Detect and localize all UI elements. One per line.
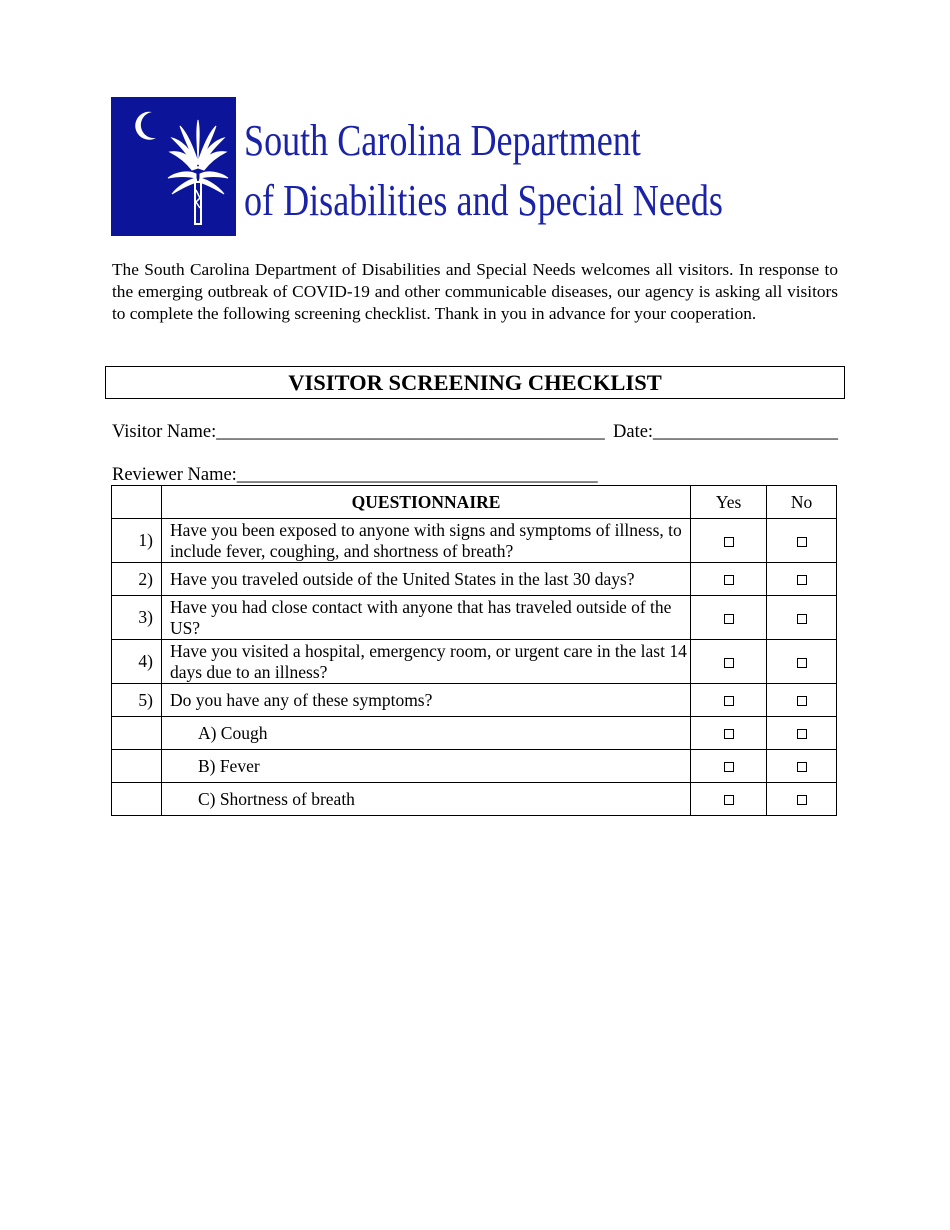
yes-checkbox[interactable] <box>724 696 734 706</box>
date-field[interactable]: Date:____________________ <box>613 422 839 442</box>
no-cell <box>767 684 837 717</box>
yes-cell <box>691 684 767 717</box>
question-number: 2) <box>112 563 162 596</box>
question-number: 3) <box>112 596 162 640</box>
table-row <box>112 684 837 717</box>
no-checkbox[interactable] <box>797 762 807 772</box>
table-header-row <box>112 486 837 519</box>
yes-checkbox[interactable] <box>724 614 734 624</box>
page-title: VISITOR SCREENING CHECKLIST <box>105 366 845 399</box>
yes-checkbox[interactable] <box>724 658 734 668</box>
no-cell <box>767 750 837 783</box>
header-number <box>112 486 162 519</box>
yes-checkbox[interactable] <box>724 762 734 772</box>
question-number: 4) <box>112 640 162 684</box>
no-cell <box>767 519 837 563</box>
question-text: Have you traveled outside of the United States in the last 30 days? <box>161 563 690 596</box>
yes-cell <box>691 750 767 783</box>
yes-checkbox[interactable] <box>724 575 734 585</box>
no-cell <box>767 640 837 684</box>
question-number: 5) <box>112 684 162 717</box>
questionnaire-table <box>111 485 837 816</box>
question-number <box>112 750 162 783</box>
no-checkbox[interactable] <box>797 729 807 739</box>
no-checkbox[interactable] <box>797 696 807 706</box>
no-checkbox[interactable] <box>797 658 807 668</box>
intro-paragraph: The South Carolina Department of Disabilities and Special Needs welcomes all visitors. In response to the emerging outbreak of COVID-19 and other communicable diseases, our agency is asking all visitors to complete the following screening checklist. Thank in you in advance for your cooperation. <box>112 260 838 323</box>
yes-cell <box>691 783 767 816</box>
question-text: Have you visited a hospital, emergency room, or urgent care in the last 14 days due to an illness? <box>161 640 690 684</box>
question-number <box>112 783 162 816</box>
no-cell <box>767 563 837 596</box>
table-row <box>112 519 837 563</box>
crescent-moon-icon <box>135 112 156 140</box>
visitor-name-field[interactable]: Visitor Name:__________________________________________ <box>112 422 605 442</box>
no-cell <box>767 783 837 816</box>
org-name-line-1: South Carolina Department <box>244 116 641 165</box>
org-name-line-2: of Disabilities and Special Needs <box>244 176 723 225</box>
header-no: No <box>767 486 837 519</box>
yes-checkbox[interactable] <box>724 537 734 547</box>
table-row <box>112 640 837 684</box>
table-row <box>112 717 837 750</box>
no-checkbox[interactable] <box>797 614 807 624</box>
symptom-text: B) Fever <box>161 750 690 783</box>
table-row <box>112 563 837 596</box>
no-cell <box>767 596 837 640</box>
yes-cell <box>691 563 767 596</box>
symptom-text: A) Cough <box>161 717 690 750</box>
reviewer-name-field[interactable]: Reviewer Name:_______________________________________ <box>112 465 598 485</box>
yes-checkbox[interactable] <box>724 729 734 739</box>
question-number <box>112 717 162 750</box>
header-questionnaire: QUESTIONNAIRE <box>161 486 690 519</box>
no-cell <box>767 717 837 750</box>
table-row <box>112 750 837 783</box>
symptom-text: C) Shortness of breath <box>161 783 690 816</box>
palmetto-tree-icon <box>112 98 237 237</box>
question-text: Have you had close contact with anyone that has traveled outside of the US? <box>161 596 690 640</box>
yes-cell <box>691 640 767 684</box>
table-row <box>112 596 837 640</box>
yes-cell <box>691 596 767 640</box>
yes-cell <box>691 519 767 563</box>
yes-checkbox[interactable] <box>724 795 734 805</box>
yes-cell <box>691 717 767 750</box>
no-checkbox[interactable] <box>797 795 807 805</box>
question-text: Have you been exposed to anyone with signs and symptoms of illness, to include fever, coughing, and shortness of breath? <box>161 519 690 563</box>
sc-palmetto-moon-logo <box>111 97 236 236</box>
no-checkbox[interactable] <box>797 537 807 547</box>
header <box>111 97 761 238</box>
question-number: 1) <box>112 519 162 563</box>
question-text: Do you have any of these symptoms? <box>161 684 690 717</box>
no-checkbox[interactable] <box>797 575 807 585</box>
header-yes: Yes <box>691 486 767 519</box>
table-row <box>112 783 837 816</box>
